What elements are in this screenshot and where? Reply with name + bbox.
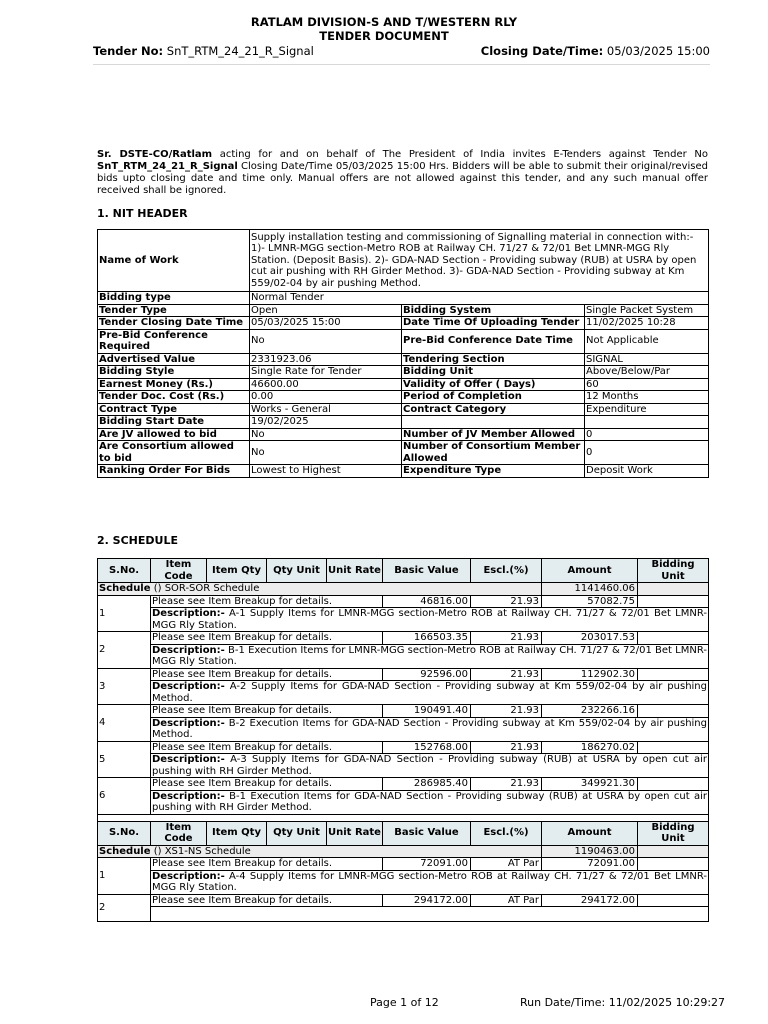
item-bidding-unit bbox=[638, 595, 709, 608]
schedule-group-row bbox=[98, 583, 709, 596]
item-row bbox=[98, 705, 709, 718]
nit-heading: 1. NIT HEADER bbox=[97, 207, 188, 220]
item-description bbox=[151, 681, 709, 705]
nit-row bbox=[98, 304, 709, 317]
schedule-total: 1190463.00 bbox=[542, 845, 638, 858]
item-bidding-unit bbox=[638, 632, 709, 645]
nit-row bbox=[98, 378, 709, 391]
item-amount: 72091.00 bbox=[542, 858, 638, 871]
item-basic-value: 92596.00 bbox=[383, 668, 471, 681]
item-basic-value: 166503.35 bbox=[383, 632, 471, 645]
nit-key: Ranking Order For Bids bbox=[98, 465, 250, 478]
item-bidding-unit bbox=[638, 741, 709, 754]
item-sno: 1 bbox=[98, 858, 151, 895]
column-header: Qty Unit bbox=[267, 559, 327, 583]
schedule-group-name bbox=[98, 845, 542, 858]
nit-key: Tender Type bbox=[98, 304, 250, 317]
item-description-row bbox=[98, 870, 709, 894]
nit-row-name-of-work bbox=[98, 230, 709, 292]
document-header bbox=[0, 15, 768, 43]
description-label: Description:- bbox=[152, 644, 225, 656]
item-description bbox=[151, 608, 709, 632]
description-label: Description:- bbox=[152, 608, 225, 619]
schedule-header-row bbox=[98, 821, 709, 845]
item-sno: 1 bbox=[98, 595, 151, 632]
nit-value: Deposit Work bbox=[585, 465, 709, 478]
column-header: Item Qty bbox=[207, 821, 267, 845]
nit-value: Normal Tender bbox=[250, 292, 709, 305]
nit-key: Bidding Start Date bbox=[98, 416, 250, 429]
item-amount: 203017.53 bbox=[542, 632, 638, 645]
item-detail: Please see Item Breakup for details. bbox=[151, 632, 383, 645]
nit-value: 12 Months bbox=[585, 391, 709, 404]
item-basic-value: 286985.40 bbox=[383, 778, 471, 791]
item-row bbox=[98, 858, 709, 871]
nit-key: Expenditure Type bbox=[402, 465, 585, 478]
schedule-name: () XS1-NS Schedule bbox=[150, 845, 251, 857]
item-detail: Please see Item Breakup for details. bbox=[151, 705, 383, 718]
spacer-cell bbox=[98, 814, 709, 821]
tender-no-label: Tender No: bbox=[93, 44, 164, 58]
schedule-label: Schedule bbox=[99, 583, 151, 594]
nit-key: Contract Category bbox=[402, 403, 585, 416]
nit-value: Not Applicable bbox=[585, 329, 709, 353]
nit-value: 0.00 bbox=[250, 391, 402, 404]
column-header: Bidding Unit bbox=[638, 559, 709, 583]
nit-value: 19/02/2025 bbox=[250, 416, 402, 429]
item-basic-value: 46816.00 bbox=[383, 595, 471, 608]
description-text: A-4 Supply Items for LMNR-MGG section-Metro ROB at Railway CH. 71/27 & 72/01 Bet LMNR-MGG Rly Station. bbox=[152, 870, 707, 893]
nit-value: No bbox=[250, 428, 402, 441]
item-basic-value: 190491.40 bbox=[383, 705, 471, 718]
description-text: B-1 Execution Items for LMNR-MGG section-Metro ROB at Railway CH. 71/27 & 72/01 Bet LMNR-MGG Rly Station. bbox=[152, 644, 707, 667]
column-header: Item Code bbox=[151, 559, 207, 583]
item-basic-value: 152768.00 bbox=[383, 741, 471, 754]
nit-row bbox=[98, 465, 709, 478]
item-amount: 349921.30 bbox=[542, 778, 638, 791]
page-number: Page 1 of 12 bbox=[370, 996, 439, 1009]
nit-row bbox=[98, 403, 709, 416]
intro-text-2: Closing Date/Time 05/03/2025 15:00 Hrs. Bidders will be able to submit their original/revised bids upto closing date and time only. Manual offers are not allowed against this tender, and any such manual offer received shall be ignored. bbox=[97, 161, 708, 196]
description-text: A-2 Supply Items for GDA-NAD Section - Providing subway at Km 559/02-04 by air pushing Method. bbox=[152, 681, 707, 704]
column-header: Amount bbox=[542, 559, 638, 583]
schedule-label: Schedule bbox=[99, 845, 151, 857]
item-description bbox=[151, 754, 709, 778]
intro-text-1: acting for and on behalf of The President of India invites E-Tenders against Tender No bbox=[212, 149, 708, 160]
nit-value: Works - General bbox=[250, 403, 402, 416]
column-header: Escl.(%) bbox=[471, 821, 542, 845]
schedule-group-row bbox=[98, 845, 709, 858]
item-sno: 2 bbox=[98, 632, 151, 669]
description-label: Description:- bbox=[152, 870, 225, 882]
column-header: Qty Unit bbox=[267, 821, 327, 845]
item-sno: 2 bbox=[98, 894, 151, 922]
item-row bbox=[98, 595, 709, 608]
nit-value: 0 bbox=[585, 428, 709, 441]
nit-key: Date Time Of Uploading Tender bbox=[402, 317, 585, 330]
schedule-empty bbox=[638, 845, 709, 858]
item-description-row bbox=[98, 790, 709, 814]
schedule-header-row bbox=[98, 559, 709, 583]
nit-key: Bidding System bbox=[402, 304, 585, 317]
nit-key: Number of Consortium Member Allowed bbox=[402, 441, 585, 465]
item-escalation: 21.93 bbox=[471, 778, 542, 791]
column-header: Amount bbox=[542, 821, 638, 845]
description-label: Description:- bbox=[152, 754, 225, 765]
nit-value: No bbox=[250, 329, 402, 353]
nit-key: Period of Completion bbox=[402, 391, 585, 404]
nit-value: Lowest to Highest bbox=[250, 465, 402, 478]
item-description-row bbox=[98, 681, 709, 705]
nit-row bbox=[98, 329, 709, 353]
item-bidding-unit bbox=[638, 778, 709, 791]
schedule-name: () SOR-SOR Schedule bbox=[150, 583, 260, 594]
item-escalation: 21.93 bbox=[471, 632, 542, 645]
schedule-table bbox=[97, 558, 709, 922]
item-escalation: AT Par bbox=[471, 858, 542, 871]
description-label: Description:- bbox=[152, 681, 225, 692]
nit-value: Single Packet System bbox=[585, 304, 709, 317]
nit-row bbox=[98, 391, 709, 404]
nit-row bbox=[98, 353, 709, 366]
schedule-heading: 2. SCHEDULE bbox=[97, 534, 178, 547]
item-description-row bbox=[98, 907, 709, 922]
item-row bbox=[98, 778, 709, 791]
nit-row-bidding-start bbox=[98, 416, 709, 429]
column-header: Item Qty bbox=[207, 559, 267, 583]
schedule-total: 1141460.06 bbox=[542, 583, 638, 596]
item-bidding-unit bbox=[638, 705, 709, 718]
item-sno: 4 bbox=[98, 705, 151, 742]
item-escalation: AT Par bbox=[471, 894, 542, 907]
item-row bbox=[98, 668, 709, 681]
item-basic-value: 294172.00 bbox=[383, 894, 471, 907]
nit-row bbox=[98, 366, 709, 379]
column-header: S.No. bbox=[98, 559, 151, 583]
item-amount: 186270.02 bbox=[542, 741, 638, 754]
schedule-group-name bbox=[98, 583, 542, 596]
group-spacer bbox=[98, 814, 709, 821]
column-header: Basic Value bbox=[383, 559, 471, 583]
nit-value: 2331923.06 bbox=[250, 353, 402, 366]
nit-value: 46600.00 bbox=[250, 378, 402, 391]
nit-key: Pre-Bid Conference Date Time bbox=[402, 329, 585, 353]
run-value: 11/02/2025 10:29:27 bbox=[608, 996, 726, 1009]
item-detail: Please see Item Breakup for details. bbox=[151, 894, 383, 907]
column-header: Item Code bbox=[151, 821, 207, 845]
division-title: RATLAM DIVISION-S AND T/WESTERN RLY bbox=[250, 15, 518, 29]
item-description bbox=[151, 644, 709, 668]
nit-value: 0 bbox=[585, 441, 709, 465]
nit-key: Are Consortium allowed to bid bbox=[98, 441, 250, 465]
item-description bbox=[151, 870, 709, 894]
closing-label: Closing Date/Time: bbox=[480, 44, 604, 58]
column-header: Escl.(%) bbox=[471, 559, 542, 583]
nit-key: Bidding Unit bbox=[402, 366, 585, 379]
nit-key: Earnest Money (Rs.) bbox=[98, 378, 250, 391]
item-escalation: 21.93 bbox=[471, 741, 542, 754]
nit-key: Bidding type bbox=[98, 292, 250, 305]
nit-key: Tender Closing Date Time bbox=[98, 317, 250, 330]
intro-officer: Sr. DSTE-CO/Ratlam bbox=[97, 149, 213, 160]
column-header: Unit Rate bbox=[327, 559, 383, 583]
item-description-row bbox=[98, 717, 709, 741]
item-sno: 5 bbox=[98, 741, 151, 778]
nit-key: Advertised Value bbox=[98, 353, 250, 366]
column-header: S.No. bbox=[98, 821, 151, 845]
run-datetime bbox=[520, 996, 725, 1009]
description-label: Description:- bbox=[152, 717, 225, 729]
item-row bbox=[98, 741, 709, 754]
column-header: Bidding Unit bbox=[638, 821, 709, 845]
item-detail: Please see Item Breakup for details. bbox=[151, 595, 383, 608]
item-row bbox=[98, 632, 709, 645]
nit-value: 11/02/2025 10:28 bbox=[585, 317, 709, 330]
intro-tender-no: SnT_RTM_24_21_R_Signal bbox=[97, 161, 238, 172]
item-basic-value: 72091.00 bbox=[383, 858, 471, 871]
item-bidding-unit bbox=[638, 858, 709, 871]
closing-datetime bbox=[481, 44, 710, 58]
tender-no: SnT_RTM_24_21_R_Signal bbox=[166, 44, 314, 58]
description-text: B-1 Execution Items for GDA-NAD Section - Providing subway (RUB) at USRA by open cut air pushing with RH Girder Method. bbox=[152, 790, 707, 813]
nit-value: 60 bbox=[585, 378, 709, 391]
column-header: Unit Rate bbox=[327, 821, 383, 845]
nit-value: Above/Below/Par bbox=[585, 366, 709, 379]
nit-key: Are JV allowed to bid bbox=[98, 428, 250, 441]
item-detail: Please see Item Breakup for details. bbox=[151, 778, 383, 791]
item-amount: 57082.75 bbox=[542, 595, 638, 608]
nit-key: Bidding Style bbox=[98, 366, 250, 379]
item-bidding-unit bbox=[638, 894, 709, 907]
nit-value: SIGNAL bbox=[585, 353, 709, 366]
nit-key: Pre-Bid Conference Required bbox=[98, 329, 250, 353]
nit-row bbox=[98, 428, 709, 441]
nit-row bbox=[98, 317, 709, 330]
item-description-row bbox=[98, 644, 709, 668]
nit-key: Number of JV Member Allowed bbox=[402, 428, 585, 441]
item-amount: 294172.00 bbox=[542, 894, 638, 907]
nit-value: Open bbox=[250, 304, 402, 317]
run-label: Run Date/Time: bbox=[520, 996, 606, 1009]
nit-empty bbox=[585, 416, 709, 429]
nit-key: Validity of Offer ( Days) bbox=[402, 378, 585, 391]
closing-value: 05/03/2025 15:00 bbox=[606, 44, 710, 58]
item-description-row bbox=[98, 754, 709, 778]
item-sno: 3 bbox=[98, 668, 151, 705]
nit-key: Tender Doc. Cost (Rs.) bbox=[98, 391, 250, 404]
nit-table bbox=[97, 229, 709, 478]
item-description bbox=[151, 790, 709, 814]
schedule-empty bbox=[638, 583, 709, 596]
item-escalation: 21.93 bbox=[471, 668, 542, 681]
item-bidding-unit bbox=[638, 668, 709, 681]
nit-empty bbox=[402, 416, 585, 429]
item-amount: 232266.16 bbox=[542, 705, 638, 718]
nit-value: Single Rate for Tender bbox=[250, 366, 402, 379]
item-detail: Please see Item Breakup for details. bbox=[151, 668, 383, 681]
description-text: B-2 Execution Items for GDA-NAD Section - Providing subway at Km 559/02-04 by air pushing Method. bbox=[152, 717, 707, 740]
nit-row bbox=[98, 441, 709, 465]
document-title: TENDER DOCUMENT bbox=[319, 29, 449, 43]
item-description bbox=[151, 907, 709, 922]
item-amount: 112902.30 bbox=[542, 668, 638, 681]
tender-info-line bbox=[93, 44, 710, 58]
item-sno: 6 bbox=[98, 778, 151, 815]
item-detail: Please see Item Breakup for details. bbox=[151, 858, 383, 871]
header-divider bbox=[93, 64, 710, 65]
description-label: Description:- bbox=[152, 790, 225, 802]
nit-key: Tendering Section bbox=[402, 353, 585, 366]
nit-value: 05/03/2025 15:00 bbox=[250, 317, 402, 330]
nit-key: Contract Type bbox=[98, 403, 250, 416]
description-text: A-3 Supply Items for GDA-NAD Section - Providing subway (RUB) at USRA by open cut air pushing with RH Girder Method. bbox=[152, 754, 707, 777]
nit-row-bidding-type bbox=[98, 292, 709, 305]
item-row bbox=[98, 894, 709, 907]
nit-value: Supply installation testing and commissioning of Signalling material in connection with:- 1)- LMNR-MGG section-Metro ROB at Railway CH. 71/27 & 72/01 Bet LMNR-MGG Rly Station. (Deposit Basis). 2)- GDA-NAD Section - Providing subway (RUB) at USRA by open cut air pushing with RH Girder Method. 3)- GDA-NAD Section - Providing subway at Km 559/02-04 by air pushing Method. bbox=[250, 230, 709, 292]
item-description bbox=[151, 717, 709, 741]
item-description-row bbox=[98, 608, 709, 632]
intro-paragraph bbox=[97, 149, 708, 197]
item-escalation: 21.93 bbox=[471, 705, 542, 718]
nit-value: Expenditure bbox=[585, 403, 709, 416]
description-text: A-1 Supply Items for LMNR-MGG section-Metro ROB at Railway CH. 71/27 & 72/01 Bet LMNR-MGG Rly Station. bbox=[152, 608, 707, 631]
item-detail: Please see Item Breakup for details. bbox=[151, 741, 383, 754]
nit-value: No bbox=[250, 441, 402, 465]
column-header: Basic Value bbox=[383, 821, 471, 845]
item-escalation: 21.93 bbox=[471, 595, 542, 608]
nit-key: Name of Work bbox=[98, 230, 250, 292]
